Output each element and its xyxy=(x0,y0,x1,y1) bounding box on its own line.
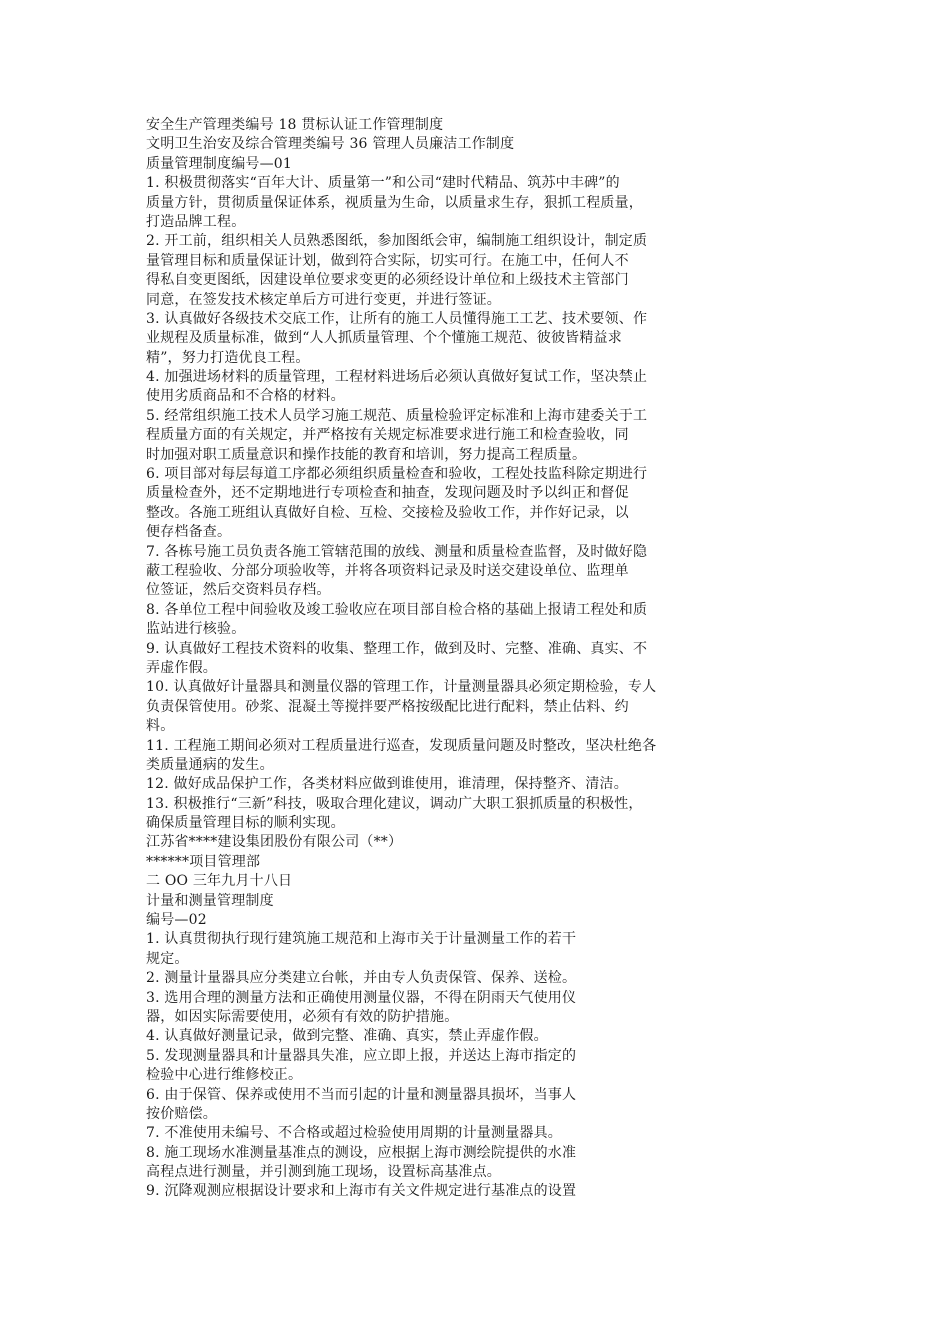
document-line: 安全生产管理类编号 18 贯标认证工作管理制度 xyxy=(146,117,444,133)
document-line: 12. 做好成品保护工作，各类材料应做到谁使用，谁清理，保持整齐、清洁。 xyxy=(146,776,628,793)
document-line: 打造品牌工程。 xyxy=(146,213,246,230)
document-line: 3. 认真做好各级技术交底工作，让所有的施工人员懂得施工工艺、技术要领、作 xyxy=(146,310,648,327)
document-line: 得私自变更图纸，因建设单位要求变更的必须经设计单位和上级技术主管部门 xyxy=(146,272,629,289)
document-line: 规定。 xyxy=(146,950,189,967)
document-line: 2. 测量计量器具应分类建立台帐，并由专人负责保管、保养、送检。 xyxy=(146,970,577,987)
document-line: 业规程及质量标准，做到“人人抓质量管理、个个懂施工规范、彼彼皆精益求 xyxy=(146,330,622,347)
document-line: 9. 认真做好工程技术资料的收集、整理工作，做到及时、完整、准确、真实、不 xyxy=(146,640,648,657)
document-line: 质量管理制度编号—01 xyxy=(146,155,293,172)
document-line: 6. 由于保管、保养或使用不当而引起的计量和测量器具损坏，当事人 xyxy=(146,1086,577,1103)
document-line: 确保质量管理目标的顺利实现。 xyxy=(146,815,345,832)
document-line: 检验中心进行维修校正。 xyxy=(146,1067,303,1084)
document-line: 同意，在签发技术核定单后方可进行变更，并进行签证。 xyxy=(146,291,501,308)
document-line: 程质量方面的有关规定，并严格按有关规定标准要求进行施工和检查验收，同 xyxy=(146,427,629,444)
document-line: 3. 选用合理的测量方法和正确使用测量仪器，不得在阴雨天气使用仪 xyxy=(146,989,577,1006)
document-line: 7. 各栋号施工员负责各施工管辖范围的放线、测量和质量检查监督，及时做好隐 xyxy=(146,543,648,560)
document-line: 质量方针，贯彻质量保证体系，视质量为生命，以质量求生存，狠抓工程质量， xyxy=(146,194,643,211)
document-line: 弄虚作假。 xyxy=(146,659,217,676)
document-line: 便存档备查。 xyxy=(146,524,232,541)
document-line: 文明卫生治安及综合管理类编号 36 管理人员廉洁工作制度 xyxy=(146,136,515,153)
document-line: 精”，努力打造优良工程。 xyxy=(146,349,310,366)
document-line: 量管理目标和质量保证计划，做到符合实际，切实可行。在施工中，任何人不 xyxy=(146,252,629,269)
document-body xyxy=(146,116,766,1202)
document-line: 整改。各施工班组认真做好自检、互检、交接检及验收工作，并作好记录，以 xyxy=(146,504,629,521)
document-line: 器，如因实际需要使用，必须有有效的防护措施。 xyxy=(146,1008,459,1025)
document-line: 按价赔偿。 xyxy=(146,1105,217,1122)
document-line: 1. 积极贯彻落实“百年大计、质量第一”和公司“建时代精品、筑苏中丰碑”的 xyxy=(146,175,620,192)
document-line: 高程点进行测量，并引测到施工现场，设置标高基准点。 xyxy=(146,1164,501,1181)
document-line: 使用劣质商品和不合格的材料。 xyxy=(146,388,345,405)
document-line: 计量和测量管理制度 xyxy=(146,892,274,909)
document-line: 二 OO 三年九月十八日 xyxy=(146,873,293,890)
document-line: 1. 认真贯彻执行现行建筑施工规范和上海市关于计量测量工作的若干 xyxy=(146,931,577,948)
document-line: 质量检查外，还不定期地进行专项检查和抽查，发现问题及时予以纠正和督促 xyxy=(146,485,629,502)
document-line: 7. 不准使用未编号、不合格或超过检验使用周期的计量测量器具。 xyxy=(146,1125,563,1142)
document-line: 13. 积极推行“三新”科技，吸取合理化建议，调动广大职工狠抓质量的积极性， xyxy=(146,795,643,812)
document-line: 料。 xyxy=(146,718,175,735)
document-line: 位签证，然后交资料员存档。 xyxy=(146,582,331,599)
document-line: 4. 认真做好测量记录，做到完整、准确、真实，禁止弄虚作假。 xyxy=(146,1028,548,1045)
document-line: 9. 沉降观测应根据设计要求和上海市有关文件规定进行基准点的设置 xyxy=(146,1183,577,1200)
document-line: 6. 项目部对每层每道工序都必须组织质量检查和验收，工程处技监科除定期进行 xyxy=(146,466,648,483)
document-line: 2. 开工前，组织相关人员熟悉图纸，参加图纸会审，编制施工组织设计，制定质 xyxy=(146,233,648,250)
document-line: 8. 各单位工程中间验收及竣工验收应在项目部自检合格的基础上报请工程处和质 xyxy=(146,601,648,618)
document-line: 负责保管使用。砂浆、混凝土等搅拌要严格按级配比进行配料，禁止估料、约 xyxy=(146,698,629,715)
document-line: 11. 工程施工期间必须对工程质量进行巡查，发现质量问题及时整改，坚决杜绝各 xyxy=(146,737,657,754)
document-line: 监站进行核验。 xyxy=(146,621,246,638)
document-line: 类质量通病的发生。 xyxy=(146,756,274,773)
document-line: 时加强对职工质量意识和操作技能的教育和培训，努力提高工程质量。 xyxy=(146,446,587,463)
document-line: ******项目管理部 xyxy=(146,853,261,870)
document-line: 5. 经常组织施工技术人员学习施工规范、质量检验评定标准和上海市建委关于工 xyxy=(146,407,648,424)
document-line: 8. 施工现场水准测量基准点的测设，应根据上海市测绘院提供的水准 xyxy=(146,1144,577,1161)
document-line: 4. 加强进场材料的质量管理，工程材料进场后必须认真做好复试工作，坚决禁止 xyxy=(146,369,648,386)
document-line: 5. 发现测量器具和计量器具失准，应立即上报，并送达上海市指定的 xyxy=(146,1047,577,1064)
document-line: 编号—02 xyxy=(146,912,207,929)
document-line: 蔽工程验收、分部分项验收等，并将各项资料记录及时送交建设单位、监理单 xyxy=(146,562,629,579)
document-line: 江苏省****建设集团股份有限公司（**） xyxy=(146,834,403,851)
document-line: 10. 认真做好计量器具和测量仪器的管理工作，计量测量器具必须定期检验，专人 xyxy=(146,679,657,696)
